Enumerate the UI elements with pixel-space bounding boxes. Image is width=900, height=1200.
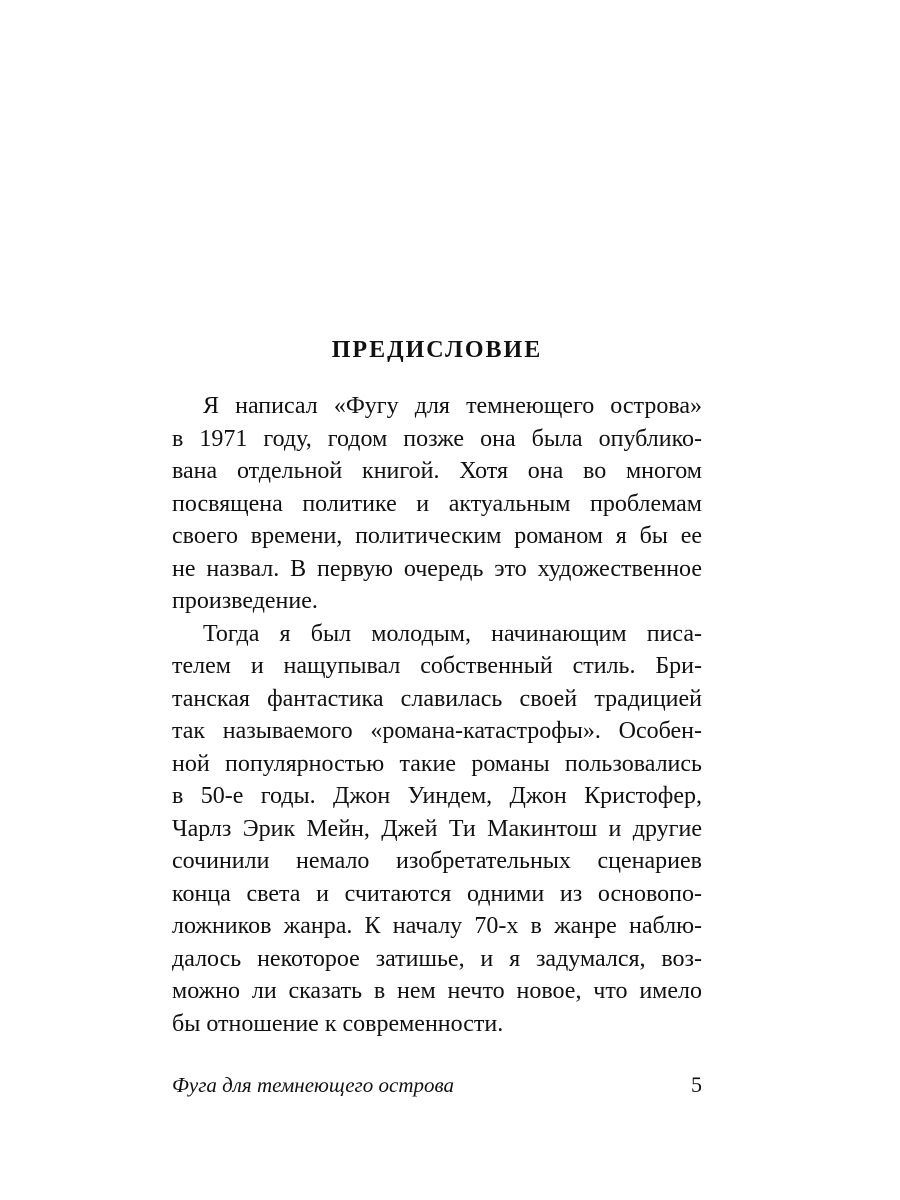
text-line: далось некоторое затишье, и я задумался, воз-: [172, 945, 702, 972]
text-line: Тогда я был молодым, начинающим писа-: [203, 620, 702, 647]
text-line: телем и нащупывал собственный стиль. Бри-: [172, 653, 702, 679]
text-line: в 1971 году, годом позже она была опублико-: [172, 425, 702, 452]
text-line: не назвал. В первую очередь это художественное: [172, 555, 702, 582]
text-line: бы отношение к современности.: [172, 1010, 504, 1037]
text-line: так называемого «романа-катастрофы». Особен-: [172, 718, 702, 744]
text-line: своего времени, политическим романом я бы ее: [172, 523, 702, 549]
page-number: 5: [691, 1072, 702, 1097]
text-line: ложников жанра. К началу 70-х в жанре наблю-: [172, 913, 702, 939]
text-line: сочинили немало изобретательных сценариев: [172, 848, 702, 874]
text-line: ной популярностью такие романы пользовались: [172, 750, 702, 777]
text-line: Чарлз Эрик Мейн, Джей Ти Макинтош и другие: [172, 815, 702, 842]
text-line: вана отдельной книгой. Хотя она во многом: [172, 458, 702, 484]
text-line: Я написал «Фугу для темнеющего острова»: [203, 393, 702, 419]
text-line: произведение.: [172, 588, 318, 614]
body-text: [172, 390, 702, 1040]
text-line: в 50-е годы. Джон Уиндем, Джон Кристофер,: [172, 783, 702, 809]
running-title: Фуга для темнеющего острова: [172, 1073, 454, 1097]
text-line: посвящена политике и актуальным проблемам: [172, 490, 702, 517]
text-line: конца света и считаются одними из основопо-: [172, 880, 702, 907]
text-line: можно ли сказать в нем нечто новое, что имело: [172, 978, 702, 1004]
text-line: танская фантастика славилась своей традицией: [172, 685, 702, 712]
section-heading: ПРЕДИСЛОВИЕ: [331, 337, 543, 363]
page-footer: [172, 1070, 702, 1100]
